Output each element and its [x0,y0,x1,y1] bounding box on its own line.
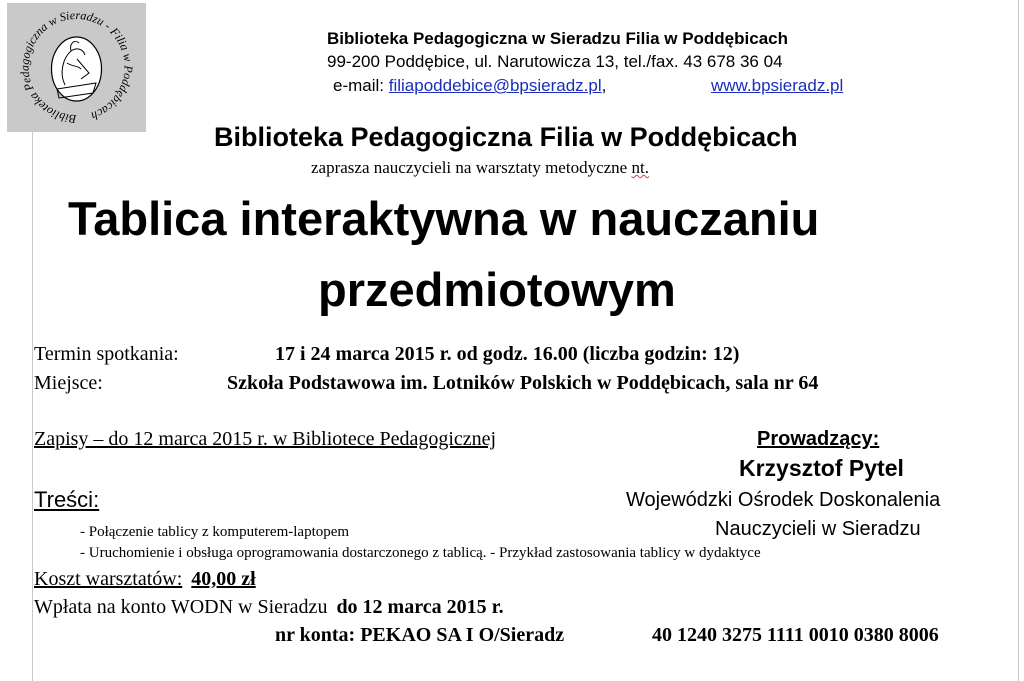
library-logo [7,3,146,132]
email-label: e-mail: [333,76,385,95]
leader-label: Prowadzący: [757,428,880,450]
miejsce-value: Szkoła Podstawowa im. Lotników Polskich w Poddębicach, sala nr 64 [227,372,819,394]
tresci-label: Treści: [34,487,100,512]
wplata-text: Wpłata na konto WODN w Sieradzu [34,596,328,618]
frame-right-border [1018,0,1019,681]
termin-label: Termin spotkania: [34,343,179,365]
invite-abbr: nt. [631,158,649,177]
wplata-line [34,596,504,619]
koszt-line [34,568,256,591]
tresci-item-1: - Połączenie tablicy z komputerem-laptopem [80,524,350,540]
title-line-1: Tablica interaktywna w nauczaniu [68,192,820,245]
miejsce-label: Miejsce: [34,372,103,394]
library-seal-icon [7,3,146,132]
invite-text: zaprasza nauczycieli na warsztaty metodyczne [311,158,628,177]
website-link[interactable]: www.bpsieradz.pl [711,76,844,95]
leader-institution-line-1: Wojewódzki Ośrodek Doskonalenia [626,489,941,511]
frame-left-border [32,132,33,681]
termin-value: 17 i 24 marca 2015 r. od godz. 16.00 (liczba godzin: 12) [275,343,740,365]
logo-ring-text: Biblioteka Pedagogiczna w Sieradzu - Filia w Poddębicach [17,7,136,127]
wplata-deadline: do 12 marca 2015 r. [336,596,504,618]
koszt-value: 40,00 zł [191,568,256,590]
host-heading: Biblioteka Pedagogiczna Filia w Poddębicach [214,122,798,152]
header-email-row [333,76,606,96]
invite-line [311,158,649,178]
leader-institution-line-2: Nauczycieli w Sieradzu [715,518,921,540]
leader-name: Krzysztof Pytel [739,455,904,481]
title-line-2: przedmiotowym [318,263,676,316]
header-org-line: Biblioteka Pedagogiczna w Sieradzu Filia w Poddębicach [327,29,788,48]
email-link[interactable]: filiapoddebice@bpsieradz.pl [388,76,602,95]
konto-label: nr konta: PEKAO SA I O/Sieradz [275,624,565,646]
zapisy-line: Zapisy – do 12 marca 2015 r. w Bibliotece Pedagogicznej [34,428,497,450]
email-suffix: , [601,76,607,95]
konto-number: 40 1240 3275 1111 0010 0380 8006 [652,624,939,646]
tresci-item-2: - Uruchomienie i obsługa oprogramowania dostarczonego z tablicą. - Przykład zastosowania tablicy w dydaktyce [80,545,761,561]
koszt-label: Koszt warsztatów: [34,568,183,590]
header-address-line: 99-200 Poddębice, ul. Narutowicza 13, tel./fax. 43 678 36 04 [327,52,783,71]
